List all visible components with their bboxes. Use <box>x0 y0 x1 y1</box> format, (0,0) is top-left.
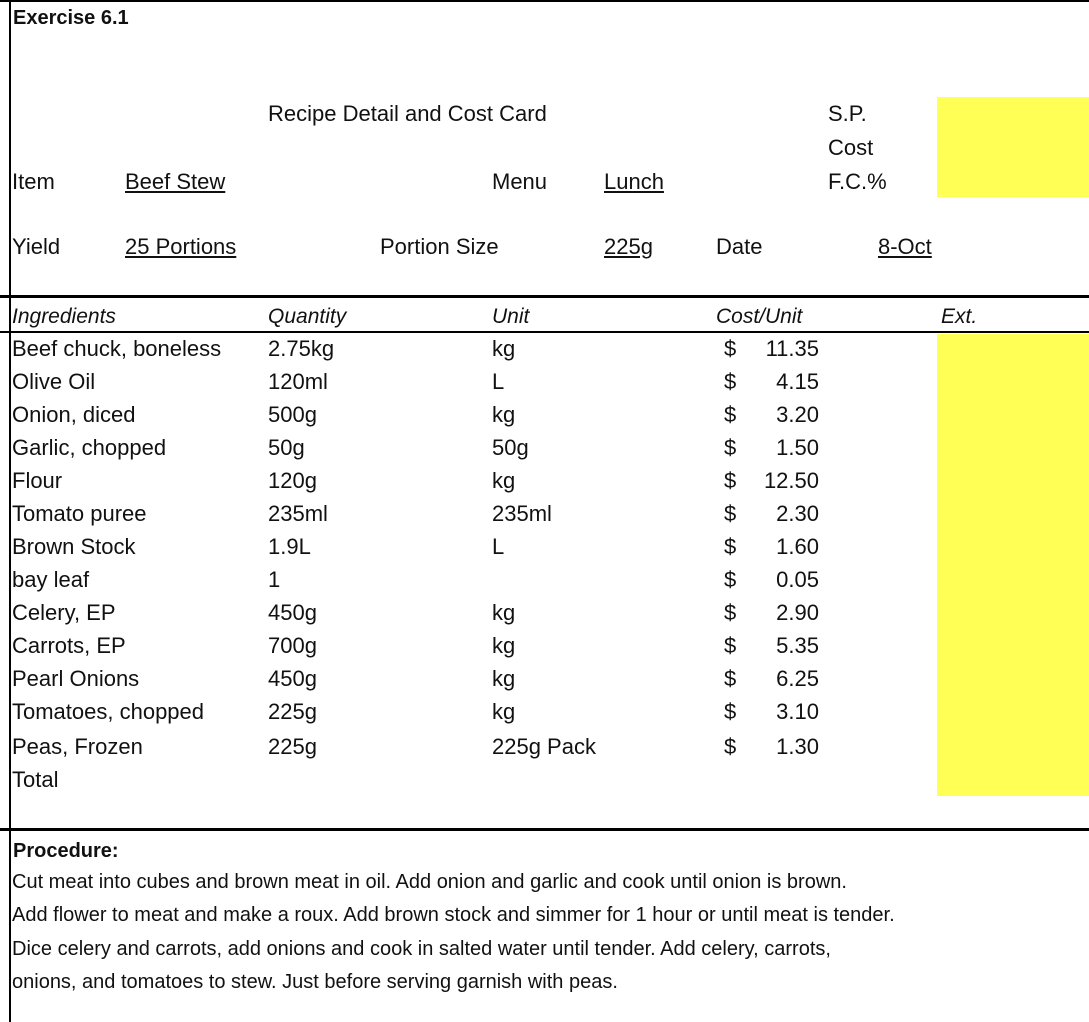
menu-label: Menu <box>492 169 548 194</box>
col-header-ingredients: Ingredients <box>12 305 116 328</box>
portion-size-label: Portion Size <box>380 234 499 259</box>
procedure-divider <box>0 828 1089 831</box>
ingredient-cell: Onion, diced <box>12 402 136 427</box>
table-row <box>12 633 842 666</box>
unit-cell: kg <box>492 336 516 361</box>
currency-cell: $ <box>724 435 737 460</box>
cost-label: Cost <box>828 135 874 160</box>
table-row <box>12 600 842 633</box>
ingredient-cell: Pearl Onions <box>12 666 140 691</box>
quantity-cell: 1.9L <box>268 534 311 559</box>
card-title: Recipe Detail and Cost Card <box>268 101 547 126</box>
currency-cell: $ <box>724 666 737 691</box>
cost-cell: 1.50 <box>776 435 819 460</box>
currency-cell: $ <box>724 402 737 427</box>
unit-cell: kg <box>492 699 516 724</box>
unit-cell: kg <box>492 468 516 493</box>
cost-cell: 5.35 <box>776 633 819 658</box>
ingredient-cell: Olive Oil <box>12 369 96 394</box>
ingredient-cell: bay leaf <box>12 567 90 592</box>
col-header-cost-unit: Cost/Unit <box>716 305 803 328</box>
cost-cell: 2.30 <box>776 501 819 526</box>
procedure-heading: Procedure: <box>13 840 119 862</box>
pricing-highlight[interactable] <box>937 97 1089 197</box>
table-row <box>12 435 842 468</box>
sp-label: S.P. <box>828 101 867 126</box>
col-header-ext: Ext. <box>941 305 978 328</box>
item-label: Item <box>12 169 55 194</box>
quantity-cell: 450g <box>268 666 317 691</box>
menu-value: Lunch <box>604 169 664 194</box>
ingredient-cell: Peas, Frozen <box>12 734 143 759</box>
unit-cell: L <box>492 534 505 559</box>
column-header-divider <box>0 331 1089 333</box>
ingredient-cell: Tomatoes, chopped <box>12 699 205 724</box>
quantity-cell: 500g <box>268 402 317 427</box>
header-divider <box>0 295 1089 298</box>
procedure-line: Add flower to meat and make a roux. Add brown stock and simmer for 1 hour or until meat is tender. <box>12 904 895 926</box>
table-row <box>12 468 842 501</box>
unit-cell: kg <box>492 402 516 427</box>
unit-cell: kg <box>492 600 516 625</box>
quantity-cell: 120g <box>268 468 317 493</box>
ingredient-cell: Beef chuck, boneless <box>12 336 222 361</box>
yield-value: 25 Portions <box>125 234 237 259</box>
col-header-unit: Unit <box>492 305 530 328</box>
date-value: 8-Oct <box>878 234 932 259</box>
table-row <box>12 501 842 534</box>
total-row <box>12 767 842 800</box>
table-row <box>12 699 842 732</box>
table-row <box>12 734 842 767</box>
left-border <box>9 0 11 1022</box>
quantity-cell: 700g <box>268 633 317 658</box>
ingredient-cell: Tomato puree <box>12 501 147 526</box>
currency-cell: $ <box>724 369 737 394</box>
quantity-cell: 235ml <box>268 501 328 526</box>
cost-cell: 3.20 <box>776 402 819 427</box>
quantity-cell: 225g <box>268 734 317 759</box>
table-row <box>12 534 842 567</box>
table-row <box>12 369 842 402</box>
unit-cell: 235ml <box>492 501 552 526</box>
cost-cell: 11.35 <box>765 336 819 361</box>
currency-cell: $ <box>724 534 737 559</box>
currency-cell: $ <box>724 633 737 658</box>
cost-cell: 4.15 <box>776 369 819 394</box>
currency-cell: $ <box>724 699 737 724</box>
table-row <box>12 336 842 369</box>
quantity-cell: 50g <box>268 435 305 460</box>
date-label: Date <box>716 234 763 259</box>
col-header-quantity: Quantity <box>268 305 347 328</box>
top-border <box>0 0 1089 2</box>
cost-cell: 1.30 <box>776 734 819 759</box>
cost-cell: 1.60 <box>776 534 819 559</box>
fc-percent-label: F.C.% <box>828 169 887 194</box>
procedure-line: Dice celery and carrots, add onions and cook in salted water until tender. Add celery, carrots, <box>12 938 831 960</box>
currency-cell: $ <box>724 600 737 625</box>
unit-cell: 225g Pack <box>492 734 596 759</box>
currency-cell: $ <box>724 501 737 526</box>
ingredient-cell: Brown Stock <box>12 534 136 559</box>
currency-cell: $ <box>724 468 737 493</box>
procedure-line: onions, and tomatoes to stew. Just before serving garnish with peas. <box>12 971 618 993</box>
cost-cell: 2.90 <box>776 600 819 625</box>
portion-size-value: 225g <box>604 234 653 259</box>
ingredient-cell: Celery, EP <box>12 600 116 625</box>
quantity-cell: 225g <box>268 699 317 724</box>
cost-cell: 0.05 <box>776 567 819 592</box>
quantity-cell: 120ml <box>268 369 328 394</box>
cost-cell: 6.25 <box>776 666 819 691</box>
yield-label: Yield <box>12 234 61 259</box>
unit-cell: 50g <box>492 435 529 460</box>
unit-cell: L <box>492 369 505 394</box>
total-label: Total <box>12 767 59 792</box>
quantity-cell: 450g <box>268 600 317 625</box>
ext-column-highlight[interactable] <box>937 334 1089 796</box>
unit-cell: kg <box>492 666 516 691</box>
currency-cell: $ <box>724 734 737 759</box>
ingredient-cell: Flour <box>12 468 63 493</box>
quantity-cell: 1 <box>268 567 281 592</box>
ingredient-cell: Garlic, chopped <box>12 435 167 460</box>
unit-cell: kg <box>492 633 516 658</box>
currency-cell: $ <box>724 567 737 592</box>
table-row <box>12 402 842 435</box>
cost-cell: 12.50 <box>763 468 819 493</box>
currency-cell: $ <box>724 336 737 361</box>
quantity-cell: 2.75kg <box>268 336 335 361</box>
table-row <box>12 567 842 600</box>
item-value: Beef Stew <box>125 169 226 194</box>
table-row <box>12 666 842 699</box>
exercise-title: Exercise 6.1 <box>13 7 129 29</box>
cost-cell: 3.10 <box>776 699 819 724</box>
ingredient-cell: Carrots, EP <box>12 633 126 658</box>
procedure-line: Cut meat into cubes and brown meat in oil. Add onion and garlic and cook until onion is brown. <box>12 871 847 893</box>
